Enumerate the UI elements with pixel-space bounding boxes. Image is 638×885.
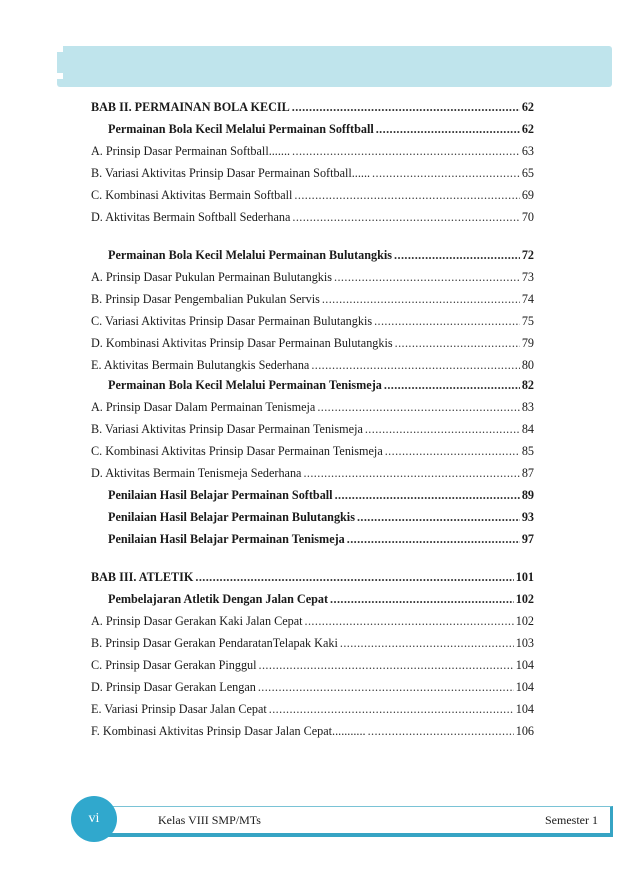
toc-entry-page: 74 bbox=[521, 292, 534, 306]
toc-leader-dots bbox=[395, 336, 520, 351]
toc-entry-title: A. Prinsip Dasar Pukulan Permainan Bulutangkis bbox=[91, 270, 333, 284]
toc-entry-title: C. Prinsip Dasar Gerakan Pinggul bbox=[91, 658, 257, 672]
toc-entry-title: Penilaian Hasil Belajar Permainan Softball bbox=[108, 488, 333, 502]
toc-leader-dots bbox=[305, 614, 514, 629]
toc-entry-title: D. Prinsip Dasar Gerakan Lengan bbox=[91, 680, 256, 694]
footer-semester: Semester 1 bbox=[545, 813, 598, 827]
toc-entry-title: C. Kombinasi Aktivitas Prinsip Dasar Permainan Tenismeja bbox=[91, 444, 383, 458]
toc-entry-title: A. Prinsip Dasar Dalam Permainan Tenismeja bbox=[91, 400, 316, 414]
toc-entry bbox=[108, 378, 534, 393]
toc-entry bbox=[91, 358, 534, 373]
toc-leader-dots bbox=[292, 144, 520, 159]
toc-leader-dots bbox=[294, 188, 519, 203]
toc-entry-title: Penilaian Hasil Belajar Permainan Bulutangkis bbox=[108, 510, 355, 524]
toc-entry-title: BAB III. ATLETIK bbox=[91, 570, 194, 584]
toc-leader-dots bbox=[376, 122, 520, 137]
toc-entry-title: C. Kombinasi Aktivitas Bermain Softball bbox=[91, 188, 293, 202]
toc-leader-dots bbox=[292, 100, 520, 115]
toc-entry-page: 80 bbox=[521, 358, 534, 372]
toc-entry bbox=[108, 532, 534, 547]
toc-entry bbox=[91, 444, 534, 459]
toc-entry-page: 101 bbox=[515, 570, 534, 584]
toc-entry-title: E. Aktivitas Bermain Bulutangkis Sederhana bbox=[91, 358, 310, 372]
toc-entry bbox=[108, 510, 534, 525]
toc-entry-page: 103 bbox=[515, 636, 534, 650]
toc-entry-page: 70 bbox=[521, 210, 534, 224]
toc-entry bbox=[91, 314, 534, 329]
toc-entry-page: 104 bbox=[515, 658, 534, 672]
toc-entry-page: 85 bbox=[521, 444, 534, 458]
toc-entry-title: B. Variasi Aktivitas Prinsip Dasar Permainan Softball...... bbox=[91, 166, 371, 180]
toc-entry-page: 102 bbox=[515, 614, 534, 628]
toc-leader-dots bbox=[303, 466, 519, 481]
footer-bar bbox=[96, 806, 613, 837]
toc-entry bbox=[91, 422, 534, 437]
toc-entry-page: 62 bbox=[521, 122, 534, 136]
footer-book-title: Kelas VIII SMP/MTs bbox=[158, 813, 261, 827]
toc-entry-title: Penilaian Hasil Belajar Permainan Tenismeja bbox=[108, 532, 345, 546]
toc-entry bbox=[108, 592, 534, 607]
toc-entry-title: C. Variasi Aktivitas Prinsip Dasar Permainan Bulutangkis bbox=[91, 314, 373, 328]
toc-entry-page: 62 bbox=[521, 100, 534, 114]
toc-entry-page: 106 bbox=[515, 724, 534, 738]
toc-entry-page: 73 bbox=[521, 270, 534, 284]
toc-leader-dots bbox=[357, 510, 520, 525]
toc-entry-page: 79 bbox=[521, 336, 534, 350]
toc-entry-title: D. Aktivitas Bermain Tenismeja Sederhana bbox=[91, 466, 302, 480]
toc-entry bbox=[91, 270, 534, 285]
toc-leader-dots bbox=[394, 248, 520, 263]
toc-leader-dots bbox=[311, 358, 519, 373]
toc-entry-title: A. Prinsip Dasar Gerakan Kaki Jalan Cepat bbox=[91, 614, 303, 628]
toc-leader-dots bbox=[269, 702, 514, 717]
toc-entry bbox=[108, 488, 534, 503]
toc-entry-title: BAB II. PERMAINAN BOLA KECIL bbox=[91, 100, 290, 114]
toc-entry bbox=[91, 336, 534, 351]
toc-entry-title: F. Kombinasi Aktivitas Prinsip Dasar Jalan Cepat........... bbox=[91, 724, 366, 738]
toc-entry bbox=[108, 122, 534, 137]
toc-entry-page: 63 bbox=[521, 144, 534, 158]
toc-entry-page: 93 bbox=[521, 510, 534, 524]
toc-leader-dots bbox=[258, 680, 514, 695]
toc-leader-dots bbox=[322, 292, 520, 307]
toc-entry-page: 104 bbox=[515, 702, 534, 716]
header-banner bbox=[57, 46, 612, 87]
toc-entry-title: B. Prinsip Dasar Pengembalian Pukulan Servis bbox=[91, 292, 320, 306]
toc-entry bbox=[91, 292, 534, 307]
toc-leader-dots bbox=[385, 444, 520, 459]
toc-entry-title: Permainan Bola Kecil Melalui Permainan Bulutangkis bbox=[108, 248, 393, 262]
toc-leader-dots bbox=[334, 270, 520, 285]
toc-entry bbox=[91, 466, 534, 481]
toc-entry-page: 69 bbox=[521, 188, 534, 202]
toc-entry bbox=[91, 400, 534, 415]
toc-entry bbox=[91, 100, 534, 115]
toc-entry-title: A. Prinsip Dasar Permainan Softball....... bbox=[91, 144, 291, 158]
toc-leader-dots bbox=[335, 488, 520, 503]
toc-leader-dots bbox=[368, 724, 514, 739]
toc-entry bbox=[91, 188, 534, 203]
toc-leader-dots bbox=[347, 532, 520, 547]
toc-entry bbox=[91, 724, 534, 739]
toc-leader-dots bbox=[340, 636, 514, 651]
toc-leader-dots bbox=[195, 570, 513, 585]
toc-entry bbox=[91, 144, 534, 159]
toc-leader-dots bbox=[330, 592, 514, 607]
toc-entry-title: B. Variasi Aktivitas Prinsip Dasar Permainan Tenismeja bbox=[91, 422, 363, 436]
toc-entry-page: 65 bbox=[521, 166, 534, 180]
toc-entry-page: 83 bbox=[521, 400, 534, 414]
toc-leader-dots bbox=[384, 378, 520, 393]
page-number-badge: vi bbox=[71, 796, 117, 842]
toc-entry bbox=[91, 570, 534, 585]
toc-entry-title: D. Kombinasi Aktivitas Prinsip Dasar Permainan Bulutangkis bbox=[91, 336, 393, 350]
toc-leader-dots bbox=[372, 166, 520, 181]
toc-entry-page: 104 bbox=[515, 680, 534, 694]
toc-entry bbox=[91, 210, 534, 225]
toc-leader-dots bbox=[374, 314, 520, 329]
toc-entry bbox=[91, 680, 534, 695]
toc-entry-title: Permainan Bola Kecil Melalui Permainan Tenismeja bbox=[108, 378, 382, 392]
toc-entry bbox=[91, 166, 534, 181]
toc-leader-dots bbox=[259, 658, 514, 673]
toc-entry-page: 89 bbox=[521, 488, 534, 502]
toc-entry-page: 102 bbox=[515, 592, 534, 606]
toc-entry-page: 84 bbox=[521, 422, 534, 436]
toc-entry-title: B. Prinsip Dasar Gerakan PendaratanTelapak Kaki bbox=[91, 636, 338, 650]
toc-entry bbox=[91, 614, 534, 629]
toc-leader-dots bbox=[317, 400, 519, 415]
toc-leader-dots bbox=[292, 210, 519, 225]
toc-entry-title: Permainan Bola Kecil Melalui Permainan Sofftball bbox=[108, 122, 374, 136]
toc-entry bbox=[108, 248, 534, 263]
toc-entry-title: D. Aktivitas Bermain Softball Sederhana bbox=[91, 210, 291, 224]
toc-entry-title: Pembelajaran Atletik Dengan Jalan Cepat bbox=[108, 592, 329, 606]
toc-entry-page: 97 bbox=[521, 532, 534, 546]
toc-entry-page: 87 bbox=[521, 466, 534, 480]
toc-leader-dots bbox=[365, 422, 520, 437]
toc-entry-page: 75 bbox=[521, 314, 534, 328]
toc-entry bbox=[91, 658, 534, 673]
toc-entry bbox=[91, 702, 534, 717]
toc-entry-title: E. Variasi Prinsip Dasar Jalan Cepat bbox=[91, 702, 267, 716]
toc-entry bbox=[91, 636, 534, 651]
toc-entry-page: 72 bbox=[521, 248, 534, 262]
toc-entry-page: 82 bbox=[521, 378, 534, 392]
